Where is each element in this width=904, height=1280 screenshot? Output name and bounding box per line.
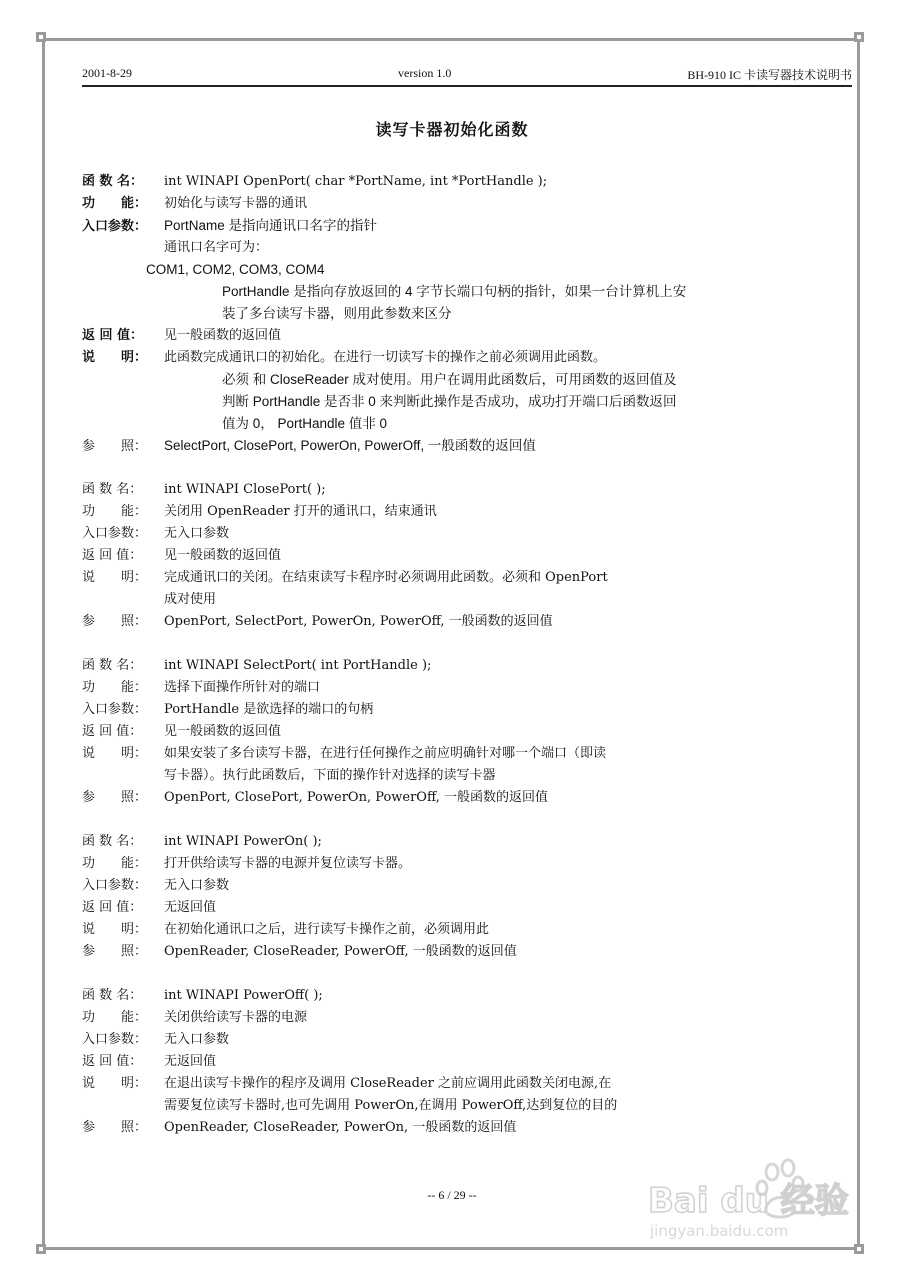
page-header <box>82 66 852 86</box>
params-label: 入口参数： <box>82 219 148 234</box>
ret-value: 无返回值 <box>164 1054 217 1069</box>
params-value: 无入口参数 <box>164 1032 230 1047</box>
params-value: 无入口参数 <box>164 878 230 893</box>
desc-label: 说 明： <box>82 570 148 585</box>
ref-value: OpenReader, CloseReader, PowerOff, 一般函数的返回值 <box>164 944 517 959</box>
params-label: 入口参数： <box>82 878 148 893</box>
function-section-poweroff <box>82 985 852 1139</box>
ret-value: 无返回值 <box>164 900 217 915</box>
header-version: version 1.0 <box>398 66 452 80</box>
params-label: 入口参数： <box>82 702 148 717</box>
border-corner <box>854 32 864 42</box>
desc-value: 如果安装了多台读写卡器，在进行任何操作之前应明确针对哪一个端口（即读 <box>164 746 607 761</box>
ret-value: 见一般函数的返回值 <box>164 548 282 563</box>
desc-label: 说 明： <box>82 746 148 761</box>
name-label: 函 数 名： <box>82 834 143 849</box>
watermark-url: jingyan.baidu.com <box>650 1222 789 1240</box>
ref-value: OpenPort, SelectPort, PowerOn, PowerOff, 一般函数的返回值 <box>164 614 553 629</box>
name-value: int WINAPI PowerOff( ); <box>164 988 323 1003</box>
ret-label: 返 回 值： <box>82 724 143 739</box>
ref-label: 参 照： <box>82 944 148 959</box>
params-extra-line: PortHandle 是指向存放返回的 4 字节长端口句柄的指针，如果一台计算机上安 <box>222 284 687 299</box>
desc-extra-line: 写卡器）。执行此函数后，下面的操作针对选择的读写卡器 <box>164 768 496 783</box>
desc-extra-line: 值为 0， PortHandle 值非 0 <box>222 416 388 431</box>
ref-value: OpenPort, ClosePort, PowerOn, PowerOff, 一般函数的返回值 <box>164 790 548 805</box>
desc-label: 说 明： <box>82 350 148 365</box>
func-label: 功 能： <box>82 856 148 871</box>
desc-label: 说 明： <box>82 1076 148 1091</box>
func-label: 功 能： <box>82 504 148 519</box>
desc-value: 此函数完成通讯口的初始化。在进行一切读写卡的操作之前必须调用此函数。 <box>164 350 607 365</box>
ref-label: 参 照： <box>82 790 148 805</box>
name-value: int WINAPI SelectPort( int PortHandle ); <box>164 658 432 673</box>
desc-extra-line: 需要复位读写卡器时,也可先调用 PowerOn,在调用 PowerOff,达到复位的目的 <box>164 1098 618 1113</box>
desc-extra-line: 判断 PortHandle 是否非 0 来判断此操作是否成功，成功打开端口后函数返回 <box>222 394 677 409</box>
border-corner <box>36 1244 46 1254</box>
func-value: 关闭供给读写卡器的电源 <box>164 1010 308 1025</box>
name-label: 函 数 名： <box>82 988 143 1003</box>
border-corner <box>36 32 46 42</box>
desc-value: 完成通讯口的关闭。在结束读写卡程序时必须调用此函数。必须和 OpenPort <box>164 570 608 585</box>
ret-value: 见一般函数的返回值 <box>164 724 282 739</box>
params-value: PortName 是指向通讯口名字的指针 <box>164 218 378 233</box>
params-extra-line: COM1, COM2, COM3, COM4 <box>146 262 325 277</box>
header-doc-title: BH-910 IC 卡读写器技术说明书 <box>687 68 852 82</box>
func-value: 打开供给读写卡器的电源并复位读写卡器。 <box>164 856 412 871</box>
ref-label: 参 照： <box>82 614 148 629</box>
function-section-poweron <box>82 831 852 963</box>
function-section-closeport <box>82 479 852 633</box>
func-label: 功 能： <box>82 680 148 695</box>
func-value: 初始化与读写卡器的通讯 <box>164 196 308 211</box>
desc-extra-line: 必须 和 CloseReader 成对使用。用户在调用此函数后，可用函数的返回值及 <box>222 372 677 387</box>
params-label: 入口参数： <box>82 526 148 541</box>
ref-label: 参 照： <box>82 439 148 454</box>
ret-value: 见一般函数的返回值 <box>164 328 282 343</box>
func-value: 选择下面操作所针对的端口 <box>164 680 321 695</box>
function-list <box>82 171 852 1139</box>
desc-value: 在退出读写卡操作的程序及调用 CloseReader 之前应调用此函数关闭电源,在 <box>164 1076 612 1091</box>
func-value: 关闭用 OpenReader 打开的通讯口，结束通讯 <box>164 504 437 519</box>
desc-value: 在初始化通讯口之后，进行读写卡操作之前，必须调用此 <box>164 922 490 937</box>
name-value: int WINAPI PowerOn( ); <box>164 834 322 849</box>
desc-label: 说 明： <box>82 922 148 937</box>
page-title: 读写卡器初始化函数 <box>375 120 529 139</box>
ref-value: SelectPort, ClosePort, PowerOn, PowerOff, 一般函数的返回值 <box>164 438 536 453</box>
ref-label: 参 照： <box>82 1120 148 1135</box>
params-label: 入口参数： <box>82 1032 148 1047</box>
page-number: -- 6 / 29 -- <box>427 1188 477 1202</box>
name-value: int WINAPI OpenPort( char *PortName, int *PortHandle ); <box>164 174 548 189</box>
header-date: 2001-8-29 <box>82 66 132 80</box>
name-value: int WINAPI ClosePort( ); <box>164 482 326 497</box>
name-label: 函 数 名： <box>82 482 143 497</box>
ret-label: 返 回 值： <box>82 548 143 563</box>
watermark-logo-text: Bai du 经验 <box>648 1181 849 1221</box>
ret-label: 返 回 值： <box>82 1054 143 1069</box>
params-extra-line: 装了多台读写卡器，则用此参数来区分 <box>222 306 452 321</box>
desc-extra-line: 成对使用 <box>164 592 217 607</box>
ret-label: 返 回 值： <box>82 900 143 915</box>
params-extra-line: 通讯口名字可为： <box>164 240 269 255</box>
name-label: 函 数 名： <box>82 174 144 189</box>
params-value: 无入口参数 <box>164 526 230 541</box>
function-section-selectport <box>82 655 852 809</box>
function-section-openport <box>82 171 852 457</box>
func-label: 功 能： <box>82 1010 148 1025</box>
header-rule <box>82 85 852 87</box>
func-label: 功 能： <box>82 196 148 211</box>
params-value: PortHandle 是欲选择的端口的句柄 <box>164 702 374 717</box>
ret-label: 返 回 值： <box>82 328 144 343</box>
name-label: 函 数 名： <box>82 658 143 673</box>
ref-value: OpenReader, CloseReader, PowerOn, 一般函数的返回值 <box>164 1120 517 1135</box>
